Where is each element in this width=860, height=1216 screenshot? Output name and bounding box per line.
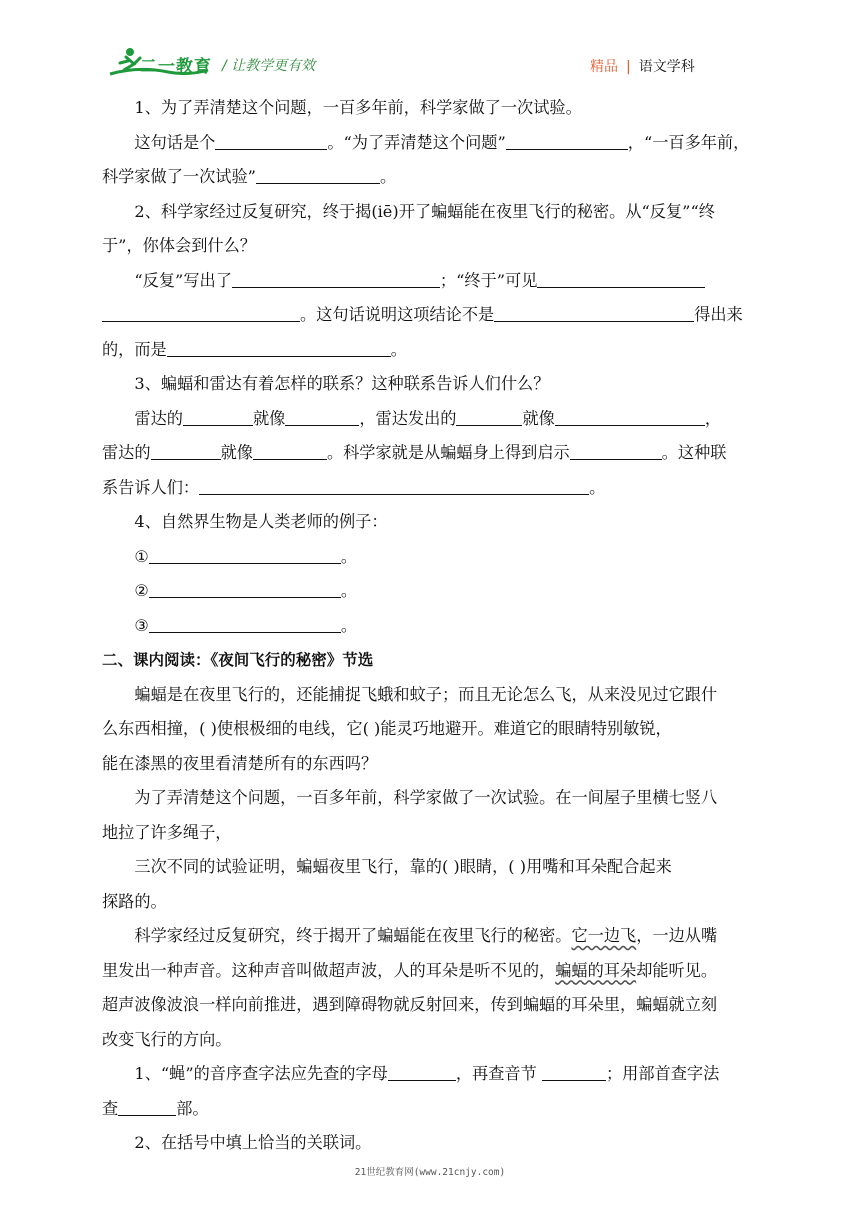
passage-p4-cont: 里发出一种声音。这种声音叫做超声波，人的耳朵是听不见的，蝙蝠的耳朵却能听见。 — [102, 960, 718, 980]
answer-blank[interactable] — [102, 304, 300, 322]
answer-blank[interactable] — [149, 615, 341, 633]
answer-blank[interactable] — [215, 132, 327, 150]
answer-blank[interactable] — [542, 1063, 606, 1081]
passage-p4: 科学家经过反复研究，终于揭开了蝙蝠能在夜里飞行的秘密。它一边飞，一边从嘴 — [134, 926, 718, 945]
answer-blank[interactable] — [151, 442, 221, 460]
q1-line1: 这句话是个 。“为了弄清楚这个问题” ，“一百多年前， — [134, 132, 750, 152]
answer-blank[interactable] — [388, 1063, 456, 1081]
answer-blank[interactable] — [232, 270, 440, 288]
passage-p3-cont: 探路的。 — [102, 891, 167, 911]
q3-line3: 系告诉人们： 。 — [102, 477, 606, 497]
answer-blank[interactable] — [149, 580, 341, 598]
passage-p3: 三次不同的试验证明，蝙蝠夜里飞行，靠的( )眼睛，( )用嘴和耳朵配合起来 — [134, 857, 672, 876]
wavy-underlined-text: 蝙蝠的耳朵 — [555, 960, 637, 980]
passage-p2: 为了弄清楚这个问题，一百多年前，科学家做了一次试验。在一间屋子里横七竖八 — [134, 788, 718, 807]
passage-p2-cont: 地拉了许多绳子， — [102, 822, 232, 842]
answer-blank[interactable] — [256, 166, 380, 184]
answer-blank[interactable] — [285, 408, 359, 426]
answer-blank[interactable] — [199, 477, 589, 495]
page-header — [0, 0, 860, 90]
q4-item: ② 。 — [134, 581, 358, 600]
q6-title: 2、在括号中填上恰当的关联词。 — [134, 1133, 372, 1152]
q3-line1: 雷达的 就像 ，雷达发出的 就像 ， — [134, 408, 722, 428]
section-heading: 二、课内阅读：《夜间飞行的秘密》节选 — [102, 651, 374, 669]
logo-text: 二一教育 — [140, 57, 212, 77]
answer-blank[interactable] — [118, 1098, 176, 1116]
worksheet-content — [102, 91, 762, 1161]
answer-blank[interactable] — [570, 442, 662, 460]
subject-label: 语文学科 — [638, 59, 695, 75]
quality-label: 精品 — [590, 59, 618, 75]
passage-p1: 蝙蝠是在夜里飞行的，还能捕捉飞蛾和蚊子；而且无论怎么飞，从来没见过它跟什 — [134, 684, 718, 704]
answer-blank[interactable] — [149, 546, 341, 564]
q1-line2: 科学家做了一次试验” 。 — [102, 167, 397, 186]
answer-blank[interactable] — [253, 442, 327, 460]
q1-title: 1、为了弄清楚这个问题，一百多年前，科学家做了一次试验。 — [134, 98, 582, 117]
slogan: / 让教学更有效 — [222, 58, 316, 74]
answer-blank[interactable] — [506, 132, 628, 150]
q4-item: ① 。 — [134, 546, 358, 566]
page-footer: 21世纪教育网(www.21cnjy.com) — [354, 1167, 506, 1178]
brand-separator: | — [626, 59, 631, 75]
answer-blank[interactable] — [494, 304, 694, 322]
q3-line2: 雷达的 就像 。科学家就是从蝙蝠身上得到启示 。这种联 — [102, 443, 727, 462]
passage-p1-cont: 能在漆黑的夜里看清楚所有的东西吗？ — [102, 753, 378, 773]
answer-blank[interactable] — [183, 408, 253, 426]
q2-line2: 。这句话说明这项结论不是 得出来 — [102, 298, 762, 333]
q2-title: 2、科学家经过反复研究，终于揭(iē)开了蝙蝠能在夜里飞行的秘密。从“反复”“终 — [134, 201, 715, 221]
wavy-underlined-text: 它一边飞 — [571, 926, 637, 945]
passage-p4-cont: 改变飞行的方向。 — [102, 1029, 232, 1049]
q4-title: 4、自然界生物是人类老师的例子： — [134, 512, 388, 531]
answer-blank[interactable] — [456, 408, 522, 426]
q5-line2: 查 部。 — [102, 1098, 209, 1118]
answer-blank[interactable] — [555, 408, 705, 426]
q2-title-cont: 于”，你体会到什么？ — [102, 236, 256, 255]
q4-item: ③ 。 — [134, 615, 358, 635]
q3-title: 3、蝙蝠和雷达有着怎样的联系？这种联系告诉人们什么？ — [134, 374, 550, 393]
answer-blank[interactable] — [537, 270, 705, 288]
brand-label — [590, 56, 695, 76]
q2-line3: 的，而是 。 — [102, 339, 407, 359]
q2-line1: “反复”写出了 ；“终于”可见 — [102, 264, 762, 299]
answer-blank[interactable] — [167, 339, 391, 357]
passage-p1-cont: 么东西相撞，( )使根极细的电线，它( )能灵巧地避开。难道它的眼睛特别敏锐， — [102, 719, 672, 738]
q5-line1: 1、“蝇”的音序查字法应先查的字母 ，再查音节 ；用部首查字法 — [134, 1064, 720, 1083]
passage-p4-cont: 超声波像波浪一样向前推进，遇到障碍物就反射回来，传到蝙蝠的耳朵里，蝙蝠就立刻 — [102, 995, 718, 1014]
